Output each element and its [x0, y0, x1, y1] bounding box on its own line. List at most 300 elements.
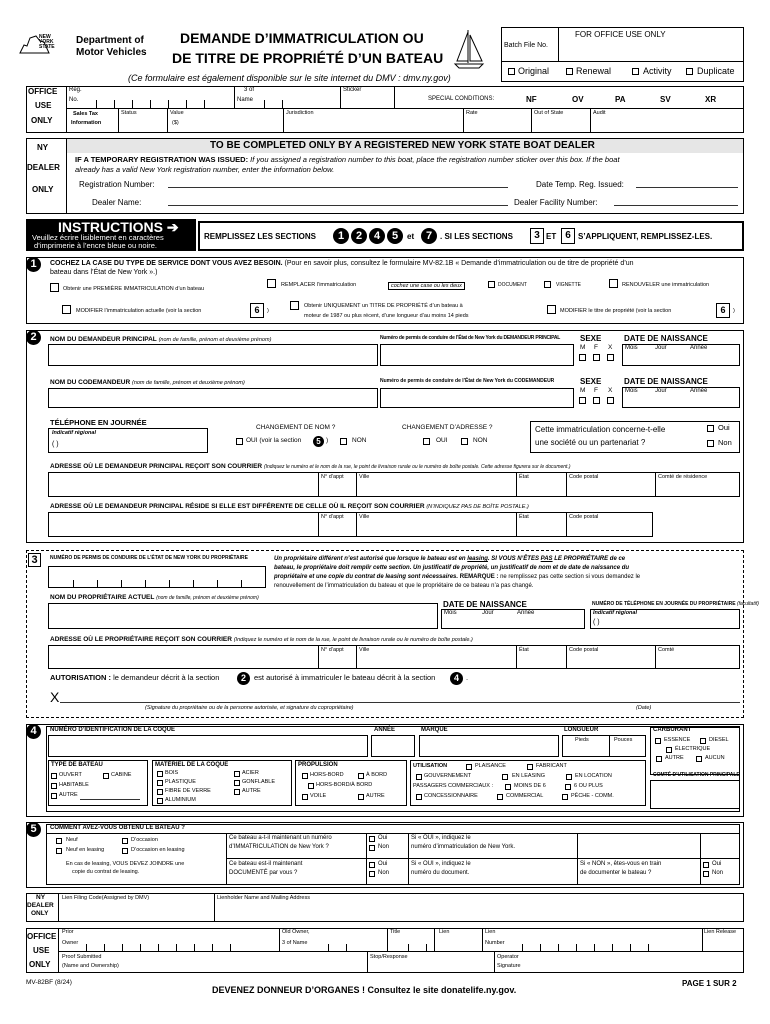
address-change-label: CHANGEMENT D’ADRESSE ?: [402, 424, 493, 431]
primary-name-field[interactable]: [48, 344, 378, 366]
type-habitable-checkbox[interactable]: [51, 783, 57, 789]
co-dob-day-label: Jour: [655, 388, 667, 394]
modify-registration-label: MODIFIER l’immatriculation actuelle (voir la section: [76, 308, 202, 314]
material-plastic-checkbox[interactable]: [157, 780, 163, 786]
section-2-number: 2: [26, 330, 41, 345]
office-use-label: FOR OFFICE USE ONLY: [575, 30, 666, 39]
co-sex-m-checkbox[interactable]: [579, 397, 586, 404]
fill-sections-label: REMPLISSEZ LES SECTIONS: [204, 232, 317, 241]
owner-note3b: ne remplissez pas cette section si vous demandez le: [498, 574, 641, 580]
section-4-ref: 4: [450, 672, 463, 685]
modify-title-checkbox[interactable]: [547, 305, 556, 314]
leasing-note2: copie du contrat de leasing.: [72, 869, 140, 875]
fuel-label: CARBURANT: [653, 727, 692, 733]
logo-text: NEW YORK STATE: [39, 34, 55, 50]
make-label: MARQUE: [421, 727, 448, 733]
audit-label: Audit: [593, 110, 606, 116]
use-rental-checkbox[interactable]: [566, 774, 572, 780]
prop-sail-checkbox[interactable]: [302, 794, 308, 800]
use-dealer-checkbox[interactable]: [416, 794, 422, 800]
primary-permit-label: Numéro de permis de conduire de l’État de New York du DEMANDEUR PRINCIPAL: [380, 335, 561, 341]
residence-address-field[interactable]: [48, 512, 653, 537]
co-sex-label: SEXE: [580, 377, 602, 386]
primary-sex-f-checkbox[interactable]: [593, 354, 600, 361]
owner-city-label: Ville: [359, 647, 370, 653]
type-open-checkbox[interactable]: [51, 773, 57, 779]
mailing-city-label: Ville: [359, 474, 370, 480]
temp-reg-text2: already has a valid New York registration number, enter the information below.: [75, 165, 335, 174]
co-name-label: NOM DU CODEMANDEUR: [50, 379, 131, 386]
section-3-number: 3: [28, 553, 41, 567]
residence-state-label: État: [519, 514, 529, 520]
use-dealer-label: CONCESSIONNAIRE: [424, 793, 478, 799]
fuel-gasoline-label: ESSENCE: [664, 737, 691, 743]
lienholder-label: Lienholder Name and Mailing Address: [217, 895, 310, 901]
vignette-label: VIGNETTE: [556, 282, 582, 288]
dob-month-label: Mois: [625, 345, 638, 351]
year-label: ANNÉE: [374, 727, 396, 733]
owner-name-label: NOM DU PROPRIÉTAIRE ACTUEL: [50, 594, 155, 601]
nf-label: NF: [526, 95, 537, 104]
owner-dob-label: DATE DE NAISSANCE: [443, 600, 527, 609]
dealer-label: DEALER: [27, 163, 60, 172]
date-temp-reg-field[interactable]: [636, 187, 738, 188]
type-other-checkbox[interactable]: [51, 793, 57, 799]
address-change-no-label: NON: [473, 437, 488, 444]
fuel-gasoline-checkbox[interactable]: [655, 738, 661, 744]
principal-county-label: COMTÉ D’UTILISATION PRINCIPALE: [653, 772, 740, 778]
office-label: OFFICE: [28, 87, 58, 96]
residence-address-note: (N’INDIQUEZ PAS DE BOÎTE POSTALE.): [426, 504, 529, 510]
no-label: No.: [69, 97, 79, 103]
leasing-note1: En cas de leasing, VOUS DEVEZ JOINDRE une: [66, 861, 185, 867]
three-of-name-label: 3 of Name: [282, 940, 308, 946]
partnership-yes-checkbox[interactable]: [707, 425, 714, 432]
owner-note1c: LE PROPRIÉTAIRE de ce: [552, 556, 626, 562]
owner-mail-field[interactable]: [48, 645, 740, 669]
primary-name-label: NOM DU DEMANDEUR PRINCIPAL: [50, 336, 157, 343]
modify-registration-checkbox[interactable]: [62, 305, 71, 314]
section-1-number: 1: [26, 257, 41, 272]
instructions-sub1: Veuillez écrire lisiblement en caractères: [32, 233, 164, 242]
type-cabin-checkbox[interactable]: [103, 773, 109, 779]
xr-label: XR: [705, 95, 717, 104]
duplicate-label: Duplicate: [697, 66, 735, 76]
material-other-label: AUTRE: [242, 788, 261, 794]
page-number: PAGE 1 SUR 2: [682, 979, 737, 988]
sv-label: SV: [660, 95, 671, 104]
used-label: D’occasion: [131, 837, 158, 843]
if-sections-label: . SI LES SECTIONS: [440, 232, 513, 241]
documenting-question1: Si « NON », êtes-vous en train: [580, 861, 662, 867]
dept-line2: Motor Vehicles: [76, 47, 147, 58]
type-cabin-label: CABINE: [111, 772, 132, 778]
mailing-state-label: État: [519, 474, 529, 480]
use-under6-checkbox[interactable]: [505, 784, 511, 790]
use-pleasure-checkbox[interactable]: [466, 764, 472, 770]
lien-number-label: Lien: [485, 929, 496, 935]
form-title-line2: DE TITRE DE PROPRIÉTÉ D’UN BATEAU: [172, 50, 444, 66]
operator-label: Operator: [497, 954, 519, 960]
document-label: DOCUMENT: [498, 282, 527, 288]
use-fishing-checkbox[interactable]: [562, 794, 568, 800]
owner-permit-label: NUMÉRO DE PERMIS DE CONDUIRE DE L’ÉTAT DE NEW YORK DU PROPRIÉTAIRE: [50, 555, 248, 561]
used-checkbox[interactable]: [122, 838, 128, 844]
signature-line[interactable]: [60, 702, 740, 703]
prop-outboard-checkbox[interactable]: [302, 773, 308, 779]
principal-county-field[interactable]: [650, 780, 740, 809]
signature-x: X: [50, 689, 60, 705]
replace-label: REMPLACER l’immatriculation: [281, 282, 357, 288]
out-of-state-label: Out of State: [534, 110, 564, 116]
vignette-checkbox[interactable]: [544, 281, 551, 288]
owner-area-code-label: Indicatif régional: [593, 610, 638, 616]
section-2-ref: 2: [237, 672, 250, 685]
owner-state-label: État: [519, 647, 529, 653]
new-checkbox[interactable]: [56, 838, 62, 844]
replace-registration-checkbox[interactable]: [267, 279, 276, 288]
apply-label: S’APPLIQUENT, REMPLISSEZ-LES.: [578, 232, 713, 241]
documenting-yes-checkbox[interactable]: [703, 862, 709, 868]
sticker-label: Sticker: [343, 87, 362, 93]
address-change-yes-label: OUI: [436, 437, 448, 444]
fuel-other-label: AUTRE: [665, 755, 684, 761]
reg-label: Reg.: [69, 87, 82, 93]
office2-use-label: USE: [33, 946, 50, 955]
prop-outboard-inboard-checkbox[interactable]: [308, 783, 314, 789]
signature-caption: (Signature du propriétaire ou de la personne autorisée, et signature du copropriétaire): [145, 705, 354, 711]
feet-label: Pieds: [575, 737, 589, 743]
co-sex-x-checkbox[interactable]: [607, 397, 614, 404]
mailing-zip-label: Code postal: [569, 474, 599, 480]
use-passengers-label: PASSAGERS COMMERCIAUX :: [413, 783, 493, 789]
operator-signature-label: Signature: [497, 963, 521, 969]
use-fishing-label: PÊCHE - COMM.: [571, 793, 614, 799]
registration-number-field[interactable]: [168, 187, 508, 188]
activity-label: Activity: [643, 66, 672, 76]
material-fiberglass-checkbox[interactable]: [157, 789, 163, 795]
used-leased-checkbox[interactable]: [122, 848, 128, 854]
type-open-label: OUVERT: [59, 772, 82, 778]
name-change-yes-label: OUI (voir la section: [246, 437, 302, 444]
make-field[interactable]: [419, 735, 559, 757]
use-6plus-label: 6 OU PLUS: [574, 783, 603, 789]
documented-yes-label: Oui: [378, 861, 388, 867]
mailing-address-field[interactable]: [48, 472, 740, 497]
section-2-marker: 2: [351, 228, 367, 244]
modify-title-label: MODIFIER le titre de propriété (voir la section: [560, 308, 672, 314]
old-owner-label: Old Owner,: [282, 929, 310, 935]
dealer-ny-label: NY: [37, 143, 49, 152]
material-wood-checkbox[interactable]: [157, 771, 163, 777]
replace-note: cochez une case ou les deux: [388, 282, 465, 290]
owner-note1b: . SI VOUS N’ÊTES: [487, 556, 541, 562]
residence-apt-label: N° d’appt: [321, 514, 344, 520]
temp-reg-label: IF A TEMPORARY REGISTRATION WAS ISSUED:: [75, 155, 249, 164]
owner-name-field[interactable]: [48, 603, 438, 629]
address-change-no-checkbox[interactable]: [461, 438, 468, 445]
type-other-label: AUTRE: [59, 792, 78, 798]
dealer-name-label: Dealer Name:: [92, 198, 142, 207]
documented-if-yes2: numéro du document.: [411, 870, 470, 876]
s1-title-rest: (Pour en savoir plus, consultez le formulaire MV-82.1B « Demande d’immatriculation ou de titre de propriété d’un: [282, 260, 634, 267]
owner-dob-day-label: Jour: [482, 610, 494, 616]
name-change-no-checkbox[interactable]: [340, 438, 347, 445]
title-only-label1: Obtenir UNIQUEMENT un TITRE DE PROPRIÉTÉ d’un bateau à: [304, 303, 463, 309]
modify-section6-ref: 6: [250, 303, 264, 318]
use-manufacturer-checkbox[interactable]: [527, 764, 533, 770]
partnership-no-checkbox[interactable]: [707, 440, 714, 447]
co-name-note: (nom de famille, prénom et deuxième prénom): [131, 380, 245, 386]
documented-yes-checkbox[interactable]: [369, 862, 375, 868]
propulsion-label: PROPULSION: [298, 762, 338, 768]
co-permit-field[interactable]: [380, 388, 574, 408]
name-change-yes-checkbox[interactable]: [236, 438, 243, 445]
jurisdiction-label: Jurisdiction: [286, 110, 314, 116]
primary-sex-m-checkbox[interactable]: [579, 354, 586, 361]
authorization-period: .: [466, 673, 469, 682]
special-conditions-label: SPECIAL CONDITIONS:: [428, 96, 495, 102]
material-steel-checkbox[interactable]: [234, 771, 240, 777]
stop-response-label: Stop/Response: [370, 954, 408, 960]
county-label: Comté de résidence: [658, 474, 708, 480]
modify-close: ): [267, 308, 269, 314]
area-code-label: Indicatif régional: [52, 430, 97, 436]
residence-city-label: Ville: [359, 514, 370, 520]
partnership-question2: une société ou un partenariat ?: [535, 438, 646, 447]
co-name-field[interactable]: [48, 388, 378, 408]
mailing-apt-label: N° d’appt: [321, 474, 344, 480]
primary-dob-field[interactable]: [622, 344, 740, 366]
residence-address-label: ADRESSE OÙ LE DEMANDEUR PRINCIPAL RÉSIDE SI ELLE EST DIFFÉRENTE DE CELLE OÙ IL REÇOIT SON COURRIER: [50, 503, 425, 510]
dob-day-label: Jour: [655, 345, 667, 351]
material-inflatable-checkbox[interactable]: [234, 780, 240, 786]
section-4-number: 4: [26, 724, 41, 739]
renewal-checkbox[interactable]: [566, 68, 573, 75]
title-label: Title: [390, 929, 401, 935]
owner-dob-month-label: Mois: [444, 610, 457, 616]
prop-inboard-checkbox[interactable]: [358, 773, 364, 779]
documented-no-label: Non: [378, 870, 390, 876]
primary-permit-field[interactable]: [380, 344, 574, 366]
ny-reg-if-yes1: Si « OUI », indiquez le: [411, 835, 471, 841]
renew-checkbox[interactable]: [609, 279, 618, 288]
material-fiberglass-label: FIBRE DE VERRE: [165, 788, 211, 794]
use-government-checkbox[interactable]: [416, 774, 422, 780]
owner-label: Owner: [62, 940, 79, 946]
original-checkbox[interactable]: [508, 68, 515, 75]
acquisition-title: COMMENT AVEZ-VOUS OBTENU LE BATEAU ?: [50, 825, 185, 831]
fuel-diesel-label: DIESEL: [709, 737, 729, 743]
value-label: Value: [170, 110, 184, 116]
type-habitable-label: HABITABLE: [59, 782, 89, 788]
dealer2-label: DEALER: [27, 902, 54, 909]
owner-phone-optional: (facultatif): [736, 601, 759, 607]
dealer-facility-field[interactable]: [614, 205, 738, 206]
new-leased-checkbox[interactable]: [56, 848, 62, 854]
ny-reg-yes-label: Oui: [378, 835, 388, 841]
value-unit-label: ($): [172, 120, 179, 126]
name-change-close: ): [326, 437, 329, 444]
dob-year-label: Année: [690, 345, 708, 351]
documented-question2: DOCUMENTÉ par vous ?: [229, 870, 298, 876]
mailing-address-label: ADRESSE OÙ LE DEMANDEUR PRINCIPAL REÇOIT SON COURRIER: [50, 463, 263, 470]
co-dob-year-label: Année: [690, 388, 708, 394]
dealer-only-label: ONLY: [32, 185, 54, 194]
dealer2-ny-label: NY: [36, 894, 46, 901]
use-6plus-checkbox[interactable]: [565, 784, 571, 790]
documenting-no-checkbox[interactable]: [703, 871, 709, 877]
partnership-no-label: Non: [718, 438, 732, 447]
renewal-label: Renewal: [576, 66, 612, 76]
fuel-none-label: AUCUN: [705, 755, 725, 761]
documenting-no-label: Non: [712, 870, 724, 876]
status-label: Status: [121, 110, 137, 116]
dealer-facility-label: Dealer Facility Number:: [514, 198, 598, 207]
dealer-name-field[interactable]: [168, 205, 508, 206]
s1-title-rest2: bateau dans l’État de New York ».): [50, 269, 158, 276]
co-dob-field[interactable]: [622, 387, 740, 408]
co-sex-f-checkbox[interactable]: [593, 397, 600, 404]
fuel-diesel-checkbox[interactable]: [700, 738, 706, 744]
ov-label: OV: [572, 95, 584, 104]
title-only-checkbox[interactable]: [290, 301, 299, 310]
only-label: ONLY: [31, 116, 53, 125]
fuel-none-checkbox[interactable]: [696, 756, 702, 762]
modify-title-section6-ref: 6: [716, 303, 730, 318]
documented-no-checkbox[interactable]: [369, 871, 375, 877]
ny-reg-no-checkbox[interactable]: [369, 845, 375, 851]
new-label: Neuf: [66, 837, 78, 843]
owner-zip-label: Code postal: [569, 647, 599, 653]
use-commercial-checkbox[interactable]: [497, 794, 503, 800]
owner-note-leasing: leasing: [467, 556, 488, 562]
sex-x-label: X: [608, 344, 613, 351]
section-1-marker: 1: [333, 228, 349, 244]
partnership-question1: Cette immatriculation concerne-t-elle: [535, 425, 666, 434]
authorization-text1: le demandeur décrit à la section: [110, 673, 220, 682]
fuel-other-checkbox[interactable]: [656, 756, 662, 762]
prop-inboard-label: À BORD: [366, 772, 388, 778]
use-rental-label: EN LOCATION: [575, 773, 612, 779]
section-4-marker: 4: [369, 228, 385, 244]
owner-dob-field[interactable]: [441, 609, 585, 629]
residence-zip-label: Code postal: [569, 514, 599, 520]
area-code-paren: ( ): [52, 441, 59, 448]
batch-file-label: Batch File No.: [504, 42, 548, 49]
original-label: Original: [518, 66, 550, 76]
name-ownership-label: (Name and Ownership): [62, 963, 119, 969]
activity-checkbox[interactable]: [632, 68, 639, 75]
s1-title: COCHEZ LA CASE DU TYPE DE SERVICE DONT VOUS AVEZ BESOIN.: [50, 260, 283, 267]
owner-mail-label: ADRESSE OÙ LE PROPRIÉTAIRE REÇOIT SON COURRIER: [50, 636, 232, 643]
ny-reg-question2: d’IMMATRICULATION de New York ?: [229, 844, 329, 850]
ny-reg-question1: Ce bateau a-t-il maintenant un numéro: [229, 835, 332, 841]
primary-sex-x-checkbox[interactable]: [607, 354, 614, 361]
hull-id-field[interactable]: [48, 735, 368, 757]
co-sex-f-label: F: [594, 387, 598, 394]
first-registration-checkbox[interactable]: [50, 283, 59, 292]
temp-reg-text: If you assigned a registration number to this boat, place the registration number sticker over this box. If the boat: [248, 155, 620, 164]
three-of-label: 3 of: [244, 87, 255, 93]
hull-material-label: MATÉRIEL DE LA COQUE: [155, 762, 229, 768]
primary-dob-label: DATE DE NAISSANCE: [624, 334, 708, 343]
owner-note-remarque: REMARQUE :: [458, 574, 499, 580]
form-title-line1: DEMANDE D’IMMATRICULATION OU: [180, 30, 424, 46]
primary-sex-label: SEXE: [580, 334, 602, 343]
address-change-yes-checkbox[interactable]: [423, 438, 430, 445]
form-subtitle: (Ce formulaire est également disponible sur le site internet du DMV : dmv.ny.gov): [128, 73, 451, 83]
lien-release-label: Lien Release: [704, 929, 737, 935]
owner-note2: bateau, le propriétaire doit remplir cette section. Un justificatif de propriété, un justificatif de nom et de date de naissance du: [274, 565, 630, 571]
document-checkbox[interactable]: [488, 281, 495, 288]
section-5-ref: 5: [313, 436, 324, 447]
duplicate-checkbox[interactable]: [686, 68, 693, 75]
lien-filing-code-label: Lien Filing Code(Assigned by DMV): [62, 895, 150, 901]
instructions-title: INSTRUCTIONS ➔: [58, 219, 179, 235]
prop-outboard-label: HORS-BORD: [310, 772, 344, 778]
prop-other-checkbox[interactable]: [358, 794, 364, 800]
material-other-checkbox[interactable]: [234, 789, 240, 795]
material-wood-label: BOIS: [165, 770, 179, 776]
section-5-number: 5: [26, 822, 41, 837]
name-change-no-label: NON: [352, 437, 367, 444]
length-label: LONGUEUR: [564, 727, 599, 733]
owner-dob-year-label: Année: [517, 610, 535, 616]
documented-if-yes1: Si « OUI », indiquez le: [411, 861, 471, 867]
owner-note-pas: PAS: [540, 556, 553, 562]
boat-type-label: TYPE DE BATEAU: [51, 762, 103, 768]
material-aluminum-label: ALUMINIUM: [165, 797, 196, 803]
ny-reg-yes-checkbox[interactable]: [369, 836, 375, 842]
new-leased-label: Neuf en leasing: [66, 847, 105, 853]
owner-permit-field[interactable]: [48, 566, 266, 588]
material-steel-label: ACIER: [242, 770, 259, 776]
rate-label: Rate: [466, 110, 478, 116]
modify-title-close: ): [733, 308, 735, 314]
sales-tax-label: Sales Tax: [73, 111, 98, 117]
material-inflatable-label: GONFLABLE: [242, 779, 276, 785]
owner-name-note: (nom de famille, prénom et deuxième prénom): [156, 595, 259, 601]
prior-label: Prior: [62, 929, 74, 935]
owner-apt-label: N° d’appt: [321, 647, 344, 653]
form-number: MV-82BF (8/24): [26, 979, 72, 986]
et-label: et: [407, 232, 415, 241]
dealer-title: TO BE COMPLETED ONLY BY A REGISTERED NEW YORK STATE BOAT DEALER: [210, 140, 595, 151]
fuel-electric-checkbox[interactable]: [666, 747, 672, 753]
renew-label: RENOUVELER une immatriculation: [622, 282, 710, 288]
year-field[interactable]: [371, 735, 415, 757]
use-label: UTILISATION: [413, 763, 448, 769]
documenting-yes-label: Oui: [712, 861, 722, 867]
use-leasing-label: EN LEASING: [512, 773, 546, 779]
type-other-field[interactable]: [80, 799, 140, 800]
hull-id-label: NUMÉRO D’IDENTIFICATION DE LA COQUE: [50, 727, 175, 733]
proof-label: Proof Submitted: [62, 954, 102, 960]
section-6-marker: 6: [561, 228, 575, 244]
co-dob-month-label: Mois: [625, 388, 638, 394]
lien-label: Lien: [439, 929, 450, 935]
material-aluminum-checkbox[interactable]: [157, 798, 163, 804]
co-sex-m-label: M: [580, 387, 586, 394]
dealer2-only-label: ONLY: [31, 910, 49, 917]
use-leasing-checkbox[interactable]: [502, 774, 508, 780]
sex-m-label: M: [580, 344, 586, 351]
signature-date-caption: (Date): [636, 705, 652, 711]
date-temp-reg-label: Date Temp. Reg. Issued:: [536, 180, 624, 189]
co-dob-label: DATE DE NAISSANCE: [624, 377, 708, 386]
name-change-label: CHANGEMENT DE NOM ?: [256, 424, 336, 431]
